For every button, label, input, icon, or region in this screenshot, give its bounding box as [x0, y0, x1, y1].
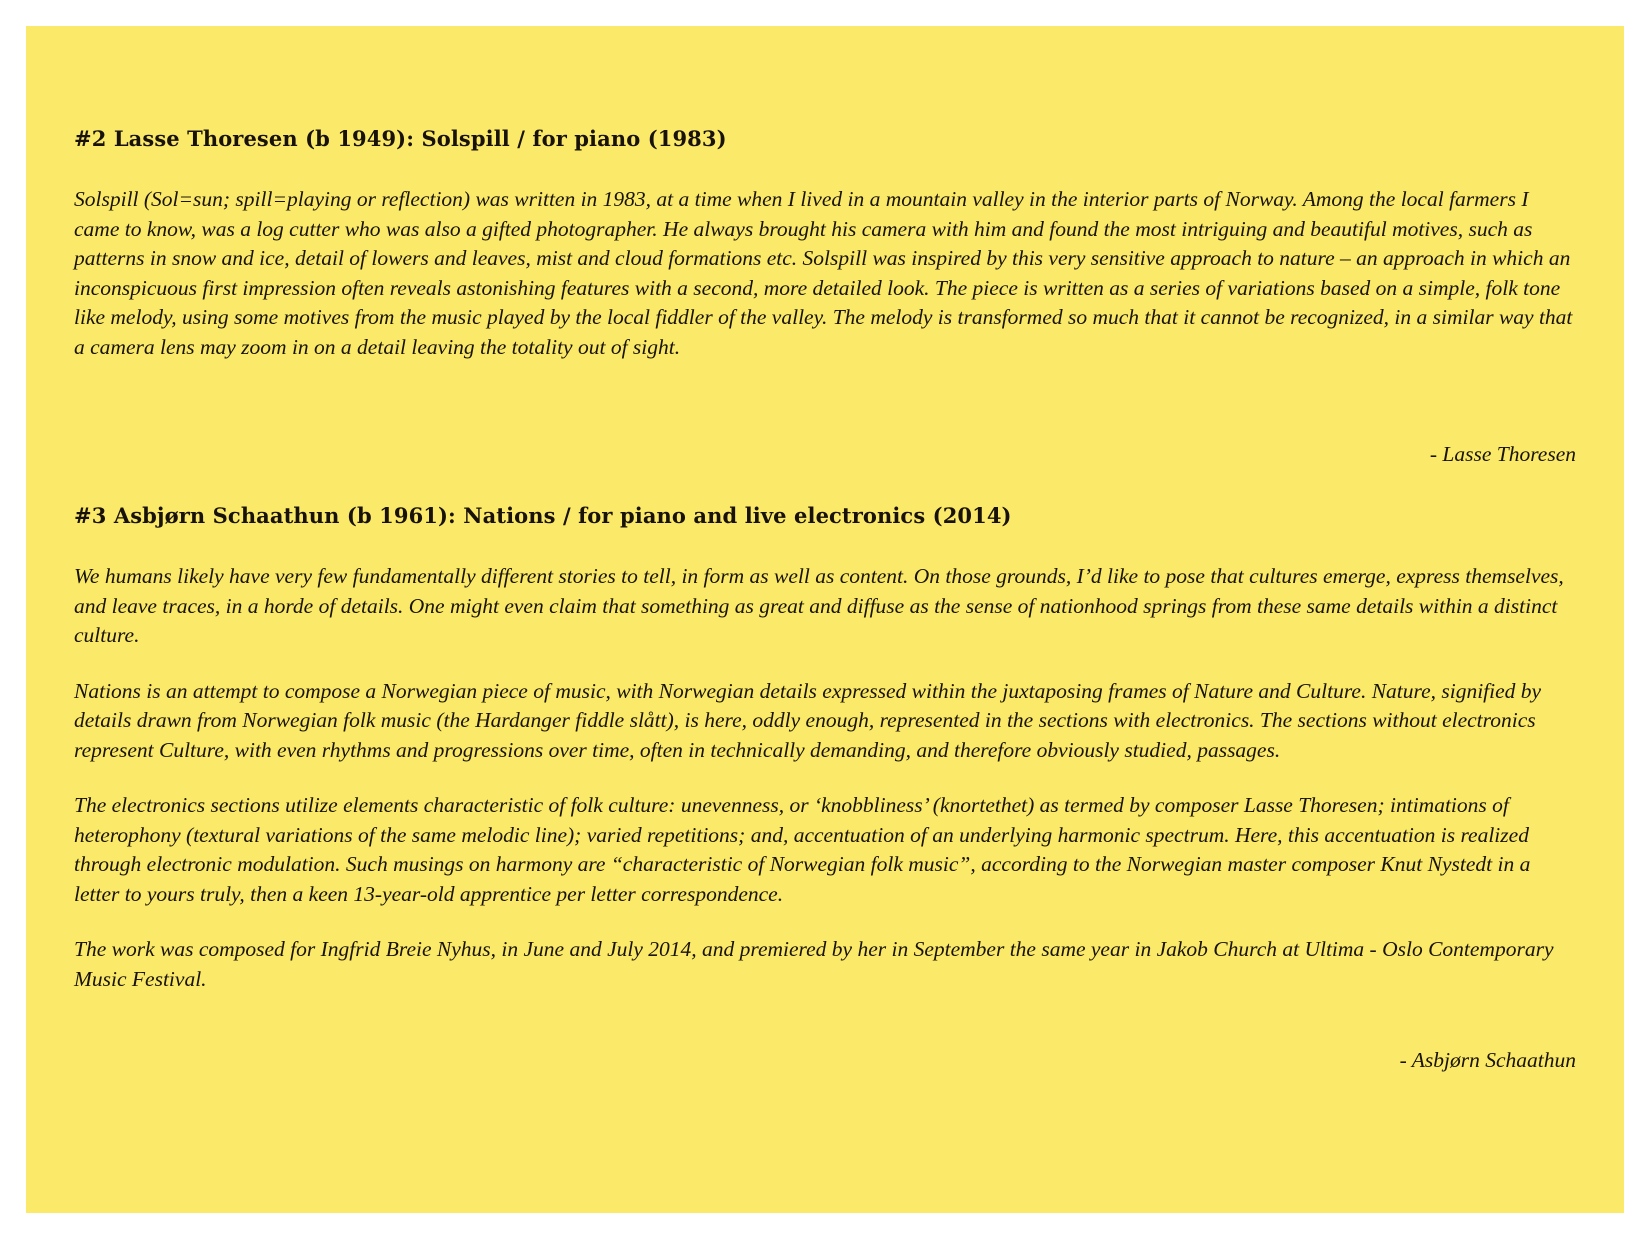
- spacer: [74, 388, 1576, 418]
- signature-lasse-thoresen: - Lasse Thoresen: [1429, 442, 1576, 466]
- section-paragraph-nations-2: Nations is an attempt to compose a Norwegian piece of music, with Norwegian details expressed within the juxtaposing frames of Nature and Culture. Nature, signified by details drawn from Norwegian folk music (the Hardanger fiddle slått), is here, oddly enough, represented in the sections with electronics. The sections without electronics represent Culture, with even rhythms and progressions over time, often in technically demanding, and therefore obviously studied, passages.: [74, 678, 1542, 762]
- section-heading-nations: #3 Asbjørn Schaathun (b 1961): Nations / for piano and live electronics (2014): [74, 503, 1012, 528]
- section-paragraph-solspill-1: Solspill (Sol=sun; spill=playing or reflection) was written in 1983, at a time when I lived in a mountain valley in the interior parts of Norway. Among the local farmers I came to know, was a log cutter who was also a gifted photographer. He always brought his camera with him and found the most intriguing and beautiful motives, such as patterns in snow and ice, detail of lowers and leaves, mist and cloud formations etc. Solspill was inspired by this very sensitive approach to nature – an approach in which an inconspicuous first impression often reveals astonishing features with a second, more detailed look. The piece is written as a series of variations based on a simple, folk tone like melody, using some motives from the music played by the local fiddler of the valley. The melody is transformed so much that it cannot be recognized, in a similar way that a camera lens may zoom in on a detail leaving the totality out of sight.: [74, 187, 1573, 359]
- section-paragraph-nations-4: The work was composed for Ingfrid Breie Nyhus, in June and July 2014, and premiered by her in September the same year in Jakob Church at Ultima - Oslo Contemporary Music Festival.: [74, 937, 1554, 991]
- spacer: [74, 467, 1576, 503]
- section-heading-solspill: #2 Lasse Thoresen (b 1949): Solspill / for piano (1983): [74, 126, 727, 151]
- document-page: [26, 26, 1624, 1213]
- document-content: [74, 126, 1576, 1073]
- signature-asbjorn-schaathun: - Asbjørn Schaathun: [1399, 1048, 1576, 1072]
- spacer: [74, 994, 1576, 1024]
- section-paragraph-nations-3: The electronics sections utilize elements characteristic of folk culture: unevenness, or ‘knobbliness’ (knortethet) as termed by composer Lasse Thoresen; intimations of heterophony (textural variations of the same melodic line); varied repetitions; and, accentuation of an underlying harmonic spectrum. Here, this accentuation is realized through electronic modulation. Such musings on harmony are “characteristic of Norwegian folk music”, according to the Norwegian master composer Knut Nystedt in a letter to yours truly, then a keen 13-year-old apprentice per letter correspondence.: [74, 793, 1531, 906]
- section-paragraph-nations-1: We humans likely have very few fundamentally different stories to tell, in form as well as content. On those grounds, I’d like to pose that cultures emerge, express themselves, and leave traces, in a horde of details. One might even claim that something as great and diffuse as the sense of nationhood springs from these same details within a distinct culture.: [74, 564, 1564, 647]
